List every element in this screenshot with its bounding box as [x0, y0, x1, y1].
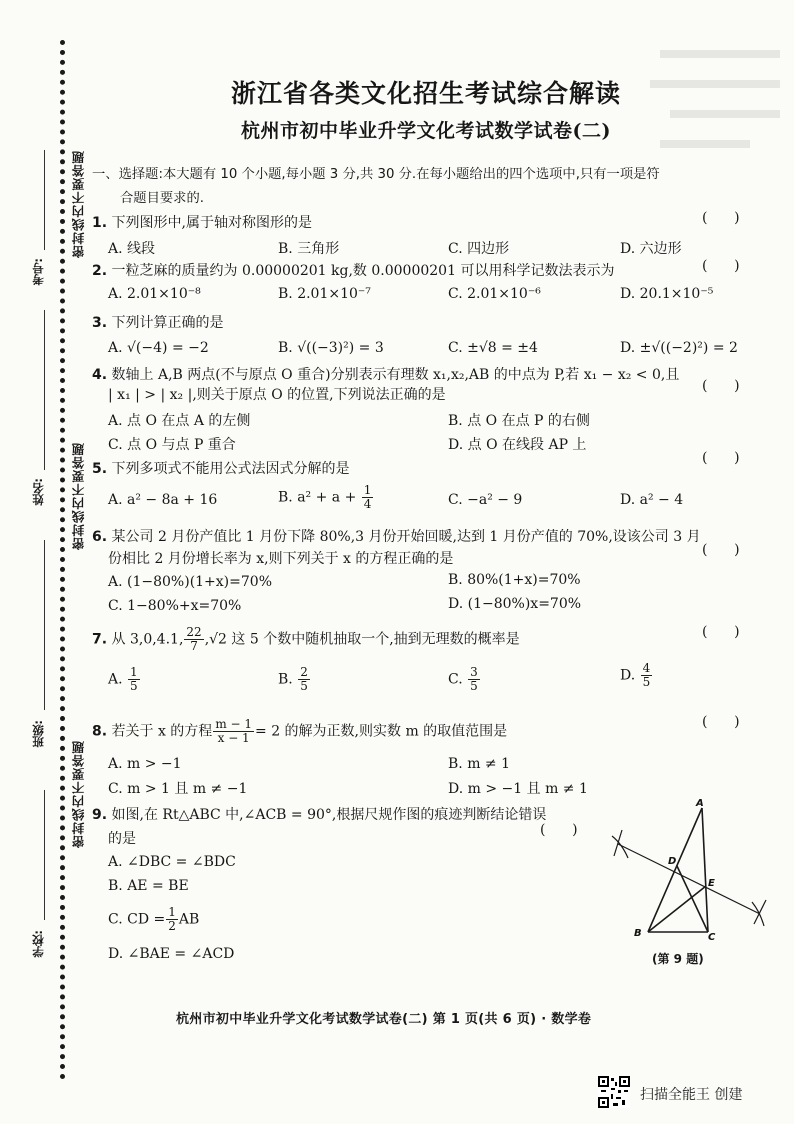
- question-stem-a: 从 3,0,4.1,: [111, 631, 184, 648]
- option-c: [108, 906, 199, 933]
- option-c: C. ±√8 = ±4: [448, 340, 538, 356]
- answer-blank: ( ): [702, 378, 740, 394]
- fraction: [128, 666, 140, 693]
- fraction-numerator: 4: [642, 661, 651, 675]
- field-exam-number-label: 考号:: [31, 258, 45, 286]
- question-number: 1.: [92, 215, 108, 231]
- question-number: 9.: [92, 807, 108, 823]
- question-9: [92, 806, 546, 824]
- option-letter: B.: [278, 671, 293, 688]
- question-stem-b: = 2 的解为正数,则实数 m 的取值范围是: [255, 723, 508, 740]
- answer-blank: ( ): [702, 714, 740, 730]
- fraction-numerator: 1: [168, 905, 176, 919]
- fraction: [468, 666, 480, 693]
- option-b: [278, 484, 374, 511]
- page-subtitle: 杭州市初中毕业升学文化考试数学试卷(二): [241, 120, 611, 142]
- field-name-label: 姓名:: [31, 478, 45, 506]
- option-b: [278, 666, 311, 693]
- option-c: C. 四边形: [448, 241, 510, 257]
- fraction-denominator: 5: [470, 679, 478, 693]
- option-a: A. 线段: [108, 241, 156, 257]
- seal-dotted-line: [60, 40, 65, 1080]
- question-8: [92, 718, 507, 745]
- question-number: 2.: [92, 263, 108, 279]
- fraction-numerator: 22: [186, 625, 202, 639]
- fraction: [641, 662, 653, 689]
- qr-code-icon: [598, 1076, 630, 1108]
- option-d: D. m > −1 且 m ≠ 1: [448, 781, 588, 797]
- option-d: D. a² − 4: [620, 492, 684, 508]
- fraction: [362, 484, 374, 511]
- option-d: [620, 662, 653, 689]
- question-stem: 一粒芝麻的质量约为 0.00000201 kg,数 0.00000201 可以用科学记数法表示为: [111, 263, 615, 279]
- segment-ab: [648, 808, 702, 932]
- fraction-denominator: 5: [642, 675, 651, 689]
- question-6: [92, 528, 701, 546]
- question-number: 4.: [92, 367, 108, 383]
- fraction-numerator: 1: [130, 665, 138, 679]
- label-a: A: [696, 798, 704, 809]
- question-number: 8.: [92, 723, 108, 740]
- arc-mark: [752, 902, 764, 926]
- option-d: D. 点 O 在线段 AP 上: [448, 437, 587, 453]
- option-b-text: B. a² + a +: [278, 489, 357, 506]
- option-d: D. 六边形: [620, 241, 682, 257]
- question-2: [92, 262, 614, 280]
- question-5: [92, 460, 350, 478]
- seal-warning-1: 密封线内不要答题: [71, 150, 86, 258]
- question-4: [92, 366, 679, 384]
- fraction-numerator: 2: [300, 665, 308, 679]
- answer-blank: ( ): [702, 210, 740, 226]
- question-stem: 数轴上 A,B 两点(不与原点 O 重合)分别表示有理数 x₁,x₂,AB 的中点为 P,若 x₁ − x₂ < 0,且: [111, 367, 680, 383]
- option-b: B. 80%(1+x)=70%: [448, 572, 581, 588]
- scanner-watermark: [598, 1076, 788, 1110]
- question-stem: 某公司 2 月份产值比 1 月份下降 80%,3 月份开始回暖,达到 1 月份产值的 70%,设该公司 3 月: [111, 529, 701, 545]
- triangle-figure: [604, 796, 774, 972]
- label-e: E: [708, 878, 715, 889]
- question-number: 5.: [92, 461, 108, 477]
- label-c: C: [708, 932, 716, 943]
- label-d: D: [668, 856, 677, 867]
- field-name-line: [44, 310, 45, 470]
- question-number: 7.: [92, 631, 108, 648]
- binding-strip: [0, 0, 90, 1124]
- option-b: B. m ≠ 1: [448, 756, 511, 772]
- fraction-denominator: 5: [300, 679, 308, 693]
- option-a: A. ∠DBC = ∠BDC: [108, 854, 236, 870]
- option-a: [108, 666, 141, 693]
- option-b: B. √((−3)²) = 3: [278, 340, 384, 356]
- option-c-text: C. CD =: [108, 911, 166, 928]
- arc-mark: [614, 830, 622, 856]
- fraction-denominator: 4: [363, 497, 372, 511]
- option-d: D. 20.1×10⁻⁵: [620, 286, 714, 302]
- option-d: D. (1−80%)x=70%: [448, 596, 582, 612]
- option-b: B. 点 O 在点 P 的右侧: [448, 413, 590, 429]
- option-a: A. (1−80%)(1+x)=70%: [108, 574, 272, 590]
- answer-blank: ( ): [540, 822, 578, 838]
- page-title: 浙江省各类文化招生考试综合解读: [230, 79, 621, 108]
- option-letter: D.: [620, 667, 636, 684]
- question-7: [92, 626, 520, 653]
- seal-warning-3: 密封线内不要答题: [71, 740, 86, 848]
- section-heading-cont: 合题目要求的.: [120, 191, 205, 206]
- answer-blank: ( ): [702, 258, 740, 274]
- answer-blank: ( ): [702, 624, 740, 640]
- question-stem: 下列计算正确的是: [111, 315, 224, 331]
- label-b: B: [634, 928, 642, 939]
- question-9-cont: 的是: [108, 831, 136, 847]
- section-heading: 一、选择题:本大题有 10 个小题,每小题 3 分,共 30 分.在每小题给出的四个选项中,只有一项是符: [92, 167, 660, 182]
- scanner-text: 扫描全能王 创建: [640, 1087, 743, 1103]
- field-class-label: 班级:: [31, 720, 45, 748]
- question-number: 6.: [92, 529, 108, 545]
- option-b: B. 三角形: [278, 241, 340, 257]
- question-stem-b: ,√2 这 5 个数中随机抽取一个,抽到无理数的概率是: [204, 631, 520, 648]
- answer-blank: ( ): [702, 542, 740, 558]
- option-a: A. a² − 8a + 16: [108, 492, 218, 508]
- question-number: 3.: [92, 315, 108, 331]
- field-school-label: 学校:: [31, 930, 45, 958]
- option-a: A. 点 O 在点 A 的左侧: [108, 413, 251, 429]
- option-b: B. 2.01×10⁻⁷: [278, 286, 371, 302]
- figure-caption: (第 9 题): [652, 952, 704, 966]
- question-1: [92, 214, 312, 232]
- fraction-denominator: 7: [190, 639, 198, 653]
- option-d: D. ∠BAE = ∠ACD: [108, 946, 235, 962]
- option-c: C. 2.01×10⁻⁶: [448, 286, 541, 302]
- question-4-cont: | x₁ | > | x₂ |,则关于原点 O 的位置,下列说法正确的是: [108, 387, 446, 403]
- question-3: [92, 314, 224, 332]
- field-exam-number-line: [44, 150, 45, 250]
- field-class-line: [44, 540, 45, 710]
- option-c: C. m > 1 且 m ≠ −1: [108, 781, 248, 797]
- fraction-denominator: 2: [168, 919, 176, 933]
- option-c-tail: AB: [178, 911, 200, 928]
- fraction-denominator: 5: [130, 679, 138, 693]
- option-d: D. ±√((−2)²) = 2: [620, 340, 738, 356]
- answer-blank: ( ): [702, 450, 740, 466]
- option-a: A. 2.01×10⁻⁸: [108, 286, 201, 302]
- fraction: [166, 906, 178, 933]
- option-a: A. √(−4) = −2: [108, 340, 209, 356]
- option-letter: C.: [448, 671, 463, 688]
- seal-warning-2: 密封线内不要答题: [71, 442, 86, 550]
- option-c: [448, 666, 481, 693]
- page-footer: 杭州市初中毕业升学文化考试数学试卷(二) 第 1 页(共 6 页) · 数学卷: [176, 1012, 592, 1027]
- question-6-cont: 份相比 2 月份增长率为 x,则下列关于 x 的方程正确的是: [108, 551, 454, 567]
- fraction: [213, 718, 254, 745]
- fraction: [298, 666, 310, 693]
- option-letter: A.: [108, 671, 123, 688]
- option-c: C. −a² − 9: [448, 492, 523, 508]
- fraction-numerator: 1: [363, 483, 372, 497]
- perpendicular-bisector: [618, 844, 760, 914]
- question-stem: 下列多项式不能用公式法因式分解的是: [111, 461, 350, 477]
- question-stem-a: 若关于 x 的方程: [111, 723, 213, 740]
- option-b: B. AE = BE: [108, 878, 189, 894]
- option-a: A. m > −1: [108, 756, 182, 772]
- option-c: C. 1−80%+x=70%: [108, 598, 242, 614]
- option-c: C. 点 O 与点 P 重合: [108, 437, 236, 453]
- fraction-numerator: 3: [470, 665, 478, 679]
- fraction: [184, 626, 203, 653]
- segment-ac: [702, 808, 708, 932]
- field-school-line: [44, 790, 45, 920]
- fraction-denominator: x − 1: [217, 731, 250, 745]
- question-stem: 下列图形中,属于轴对称图形的是: [111, 215, 312, 231]
- fraction-numerator: m − 1: [215, 717, 253, 731]
- question-stem: 如图,在 Rt△ABC 中,∠ACB = 90°,根据尺规作图的痕迹判断结论错误: [111, 807, 547, 823]
